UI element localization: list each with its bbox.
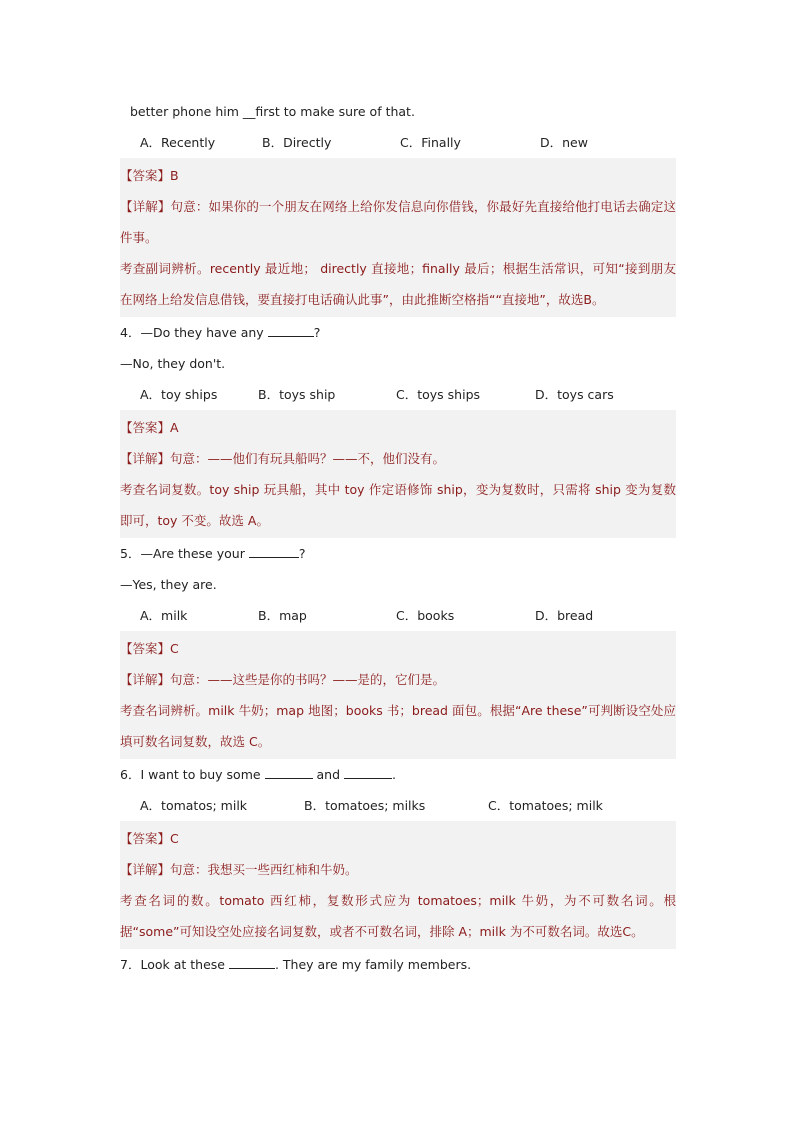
q6-answer-block [120, 821, 676, 949]
q4-option-b: B．toys ship [258, 387, 336, 402]
q5-option-c: C．books [396, 608, 455, 623]
q5-options [120, 600, 676, 631]
q4-detail: 【详解】句意：——他们有玩具船吗？——不，他们没有。 [120, 451, 446, 466]
q5-answer-block [120, 631, 676, 759]
q7-blank [229, 957, 275, 969]
q4-option-d: D．toys cars [535, 387, 614, 402]
q4-blank [268, 325, 314, 337]
q4-option-a: A．toy ships [140, 387, 218, 402]
q5-reply: —Yes, they are. [120, 577, 217, 592]
q4-reply: —No, they don't. [120, 356, 226, 371]
q3-detail: 【详解】句意：如果你的一个朋友在网络上给你发信息向你借钱，你最好先直接给他打电话去确定这件事。 [120, 199, 676, 245]
q3-answer: 【答案】B [120, 168, 179, 183]
q4-option-c: C．toys ships [396, 387, 481, 402]
q6-options [120, 790, 676, 821]
q6-blank-2 [344, 767, 392, 779]
q3-stem: better phone him __first to make sure of that. [130, 104, 415, 119]
q4-answer-block [120, 410, 676, 538]
q5-option-a: A．milk [140, 608, 188, 623]
q6-option-b: B．tomatoes; milks [304, 798, 426, 813]
q3-option-d: D．new [540, 135, 588, 150]
q6-option-c: C．tomatoes; milk [488, 798, 603, 813]
q6-detail: 【详解】句意：我想买一些西红柿和牛奶。 [120, 862, 358, 877]
q4-options [120, 379, 676, 410]
q3-analysis: 考查副词辨析。recently 最近地； directly 直接地；finally 最后；根据生活常识，可知“接到朋友在网络上给发信息借钱，要直接打电话确认此事”，由此推断空格指““直接地”，故选B。 [120, 261, 676, 307]
q6-answer: 【答案】C [120, 831, 179, 846]
q3-options [120, 127, 676, 158]
q5-blank [249, 546, 299, 558]
q3-answer-block [120, 158, 676, 317]
q6-stem: 6．I want to buy some and . [120, 767, 396, 782]
q4-stem: 4．—Do they have any ? [120, 325, 321, 340]
q6-analysis: 考查名词的数。tomato 西红柿，复数形式应为 tomatoes；milk 牛奶，为不可数名词。根据“some”可知设空处应接名词复数，或者不可数名词，排除 A；milk 为不可数名词。故选C。 [120, 893, 676, 939]
q3-option-b: B．Directly [262, 135, 332, 150]
q5-stem: 5．—Are these your ? [120, 546, 306, 561]
q6-blank-1 [265, 767, 313, 779]
q5-option-b: B．map [258, 608, 307, 623]
q3-option-c: C．Finally [400, 135, 461, 150]
q4-answer: 【答案】A [120, 420, 179, 435]
question-content [120, 96, 676, 980]
q5-answer: 【答案】C [120, 641, 179, 656]
q5-detail: 【详解】句意：——这些是你的书吗？——是的，它们是。 [120, 672, 446, 687]
q6-option-a: A．tomatos; milk [140, 798, 248, 813]
q5-analysis: 考查名词辨析。milk 牛奶；map 地图；books 书；bread 面包。根据“Are these”可判断设空处应填可数名词复数，故选 C。 [120, 703, 676, 749]
q4-analysis: 考查名词复数。toy ship 玩具船，其中 toy 作定语修饰 ship，变为复数时，只需将 ship 变为复数即可，toy 不变。故选 A。 [120, 482, 676, 528]
q5-option-d: D．bread [535, 608, 594, 623]
q7-stem: 7．Look at these . They are my family members. [120, 957, 472, 972]
q3-option-a: A．Recently [140, 135, 216, 150]
